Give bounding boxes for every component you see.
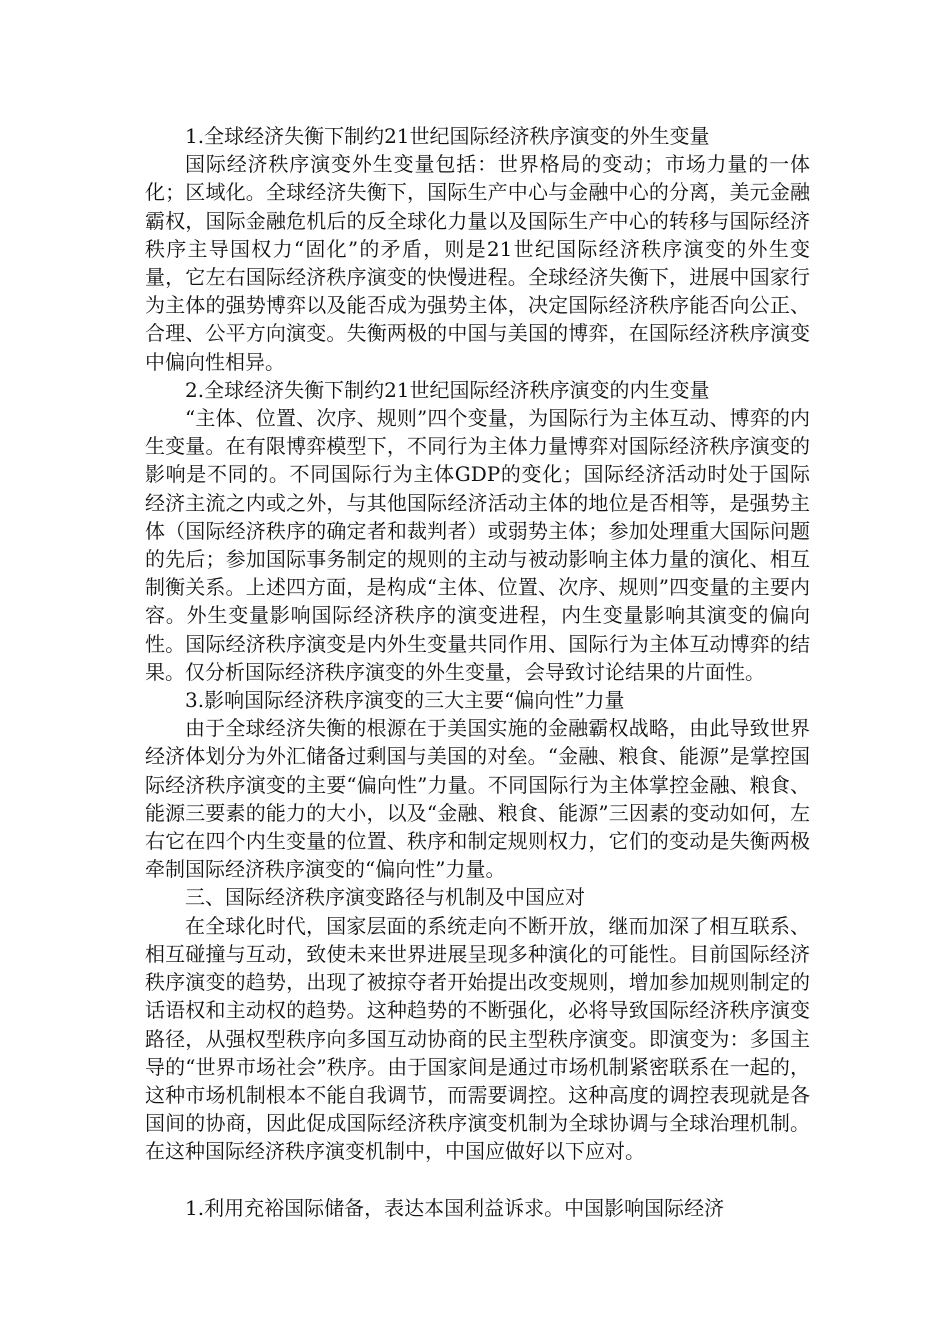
document-body — [145, 122, 810, 1222]
subsection-heading-3: 3.影响国际经济秩序演变的三大主要“偏向性”力量 — [185, 688, 625, 713]
paragraph-evolution-path: 在全球化时代，国家层面的系统走向不断开放，继而加深了相互联系、相互碰撞与互动，致使未来世界进展呈现多种演化的可能性。目前国际经济秩序演变的趋势，出现了被掠夺者开始提出改变规则，增加参加规则制定的话语权和主动权的趋势。这种趋势的不断强化，必将导致国际经济秩序演变路径，从强权型秩序向多国互动协商的民主型秩序演变。即演变为：多国主导的“世界市场社会”秩序。由于国家间是通过市场机制紧密联系在一起的，这种市场机制根本不能自我调节，而需要调控。这种高度的调控表现就是各国间的协商，因此促成国际经济秩序演变机制为全球协调与全球治理机制。在这种国际经济秩序演变机制中，中国应做好以下应对。 — [145, 913, 810, 1164]
paragraph-reserves: 1.利用充裕国际储备，表达本国利益诉求。中国影响国际经济 — [185, 1195, 725, 1220]
paragraph-exogenous-variables: 国际经济秩序演变外生变量包括：世界格局的变动；市场力量的一体化；区域化。全球经济失衡下，国际生产中心与金融中心的分离，美元金融霸权，国际金融危机后的反全球化力量以及国际生产中心的转移与国际经济秩序主导国权力“固化”的矛盾，则是21世纪国际经济秩序演变的外生变量，它左右国际经济秩序演变的快慢进程。全球经济失衡下，进展中国家行为主体的强势博弈以及能否成为强势主体，决定国际经济秩序能否向公正、合理、公平方向演变。失衡两极的中国与美国的博弈，在国际经济秩序演变中偏向性相异。 — [145, 152, 810, 374]
paragraph-bias-forces: 由于全球经济失衡的根源在于美国实施的金融霸权战略，由此导致世界经济体划分为外汇储备过剩国与美国的对垒。“金融、粮食、能源”是掌控国际经济秩序演变的主要“偏向性”力量。不同国际行为主体掌控金融、粮食、能源三要素的能力的大小，以及“金融、粮食、能源”三因素的变动如何，左右它在四个内生变量的位置、秩序和制定规则权力，它们的变动是失衡两极牵制国际经济秩序演变的“偏向性”力量。 — [145, 716, 810, 882]
section-heading-3: 三、国际经济秩序演变路径与机制及中国应对 — [185, 885, 585, 910]
subsection-heading-1: 1.全球经济失衡下制约21世纪国际经济秩序演变的外生变量 — [185, 124, 710, 148]
paragraph-endogenous-variables: “主体、位置、次序、规则”四个变量，为国际行为主体互动、博弈的内生变量。在有限博弈模型下，不同行为主体力量博弈对国际经济秩序演变的影响是不同的。不同国际行为主体GDP的变化；国际经济活动时处于国际经济主流之内或之外，与其他国际经济活动主体的地位是否相等，是强势主体（国际经济秩序的确定者和裁判者）或弱势主体；参加处理重大国际问题的先后；参加国际事务制定的规则的主动与被动影响主体力量的演化、相互制衡关系。上述四方面，是构成“主体、位置、次序、规则”四变量的主要内容。外生变量影响国际经济秩序的演变进程，内生变量影响其演变的偏向性。国际经济秩序演变是内外生变量共同作用、国际行为主体互动博弈的结果。仅分析国际经济秩序演变的外生变量，会导致讨论结果的片面性。 — [145, 406, 810, 684]
subsection-heading-2: 2.全球经济失衡下制约21世纪国际经济秩序演变的内生变量 — [185, 377, 710, 402]
